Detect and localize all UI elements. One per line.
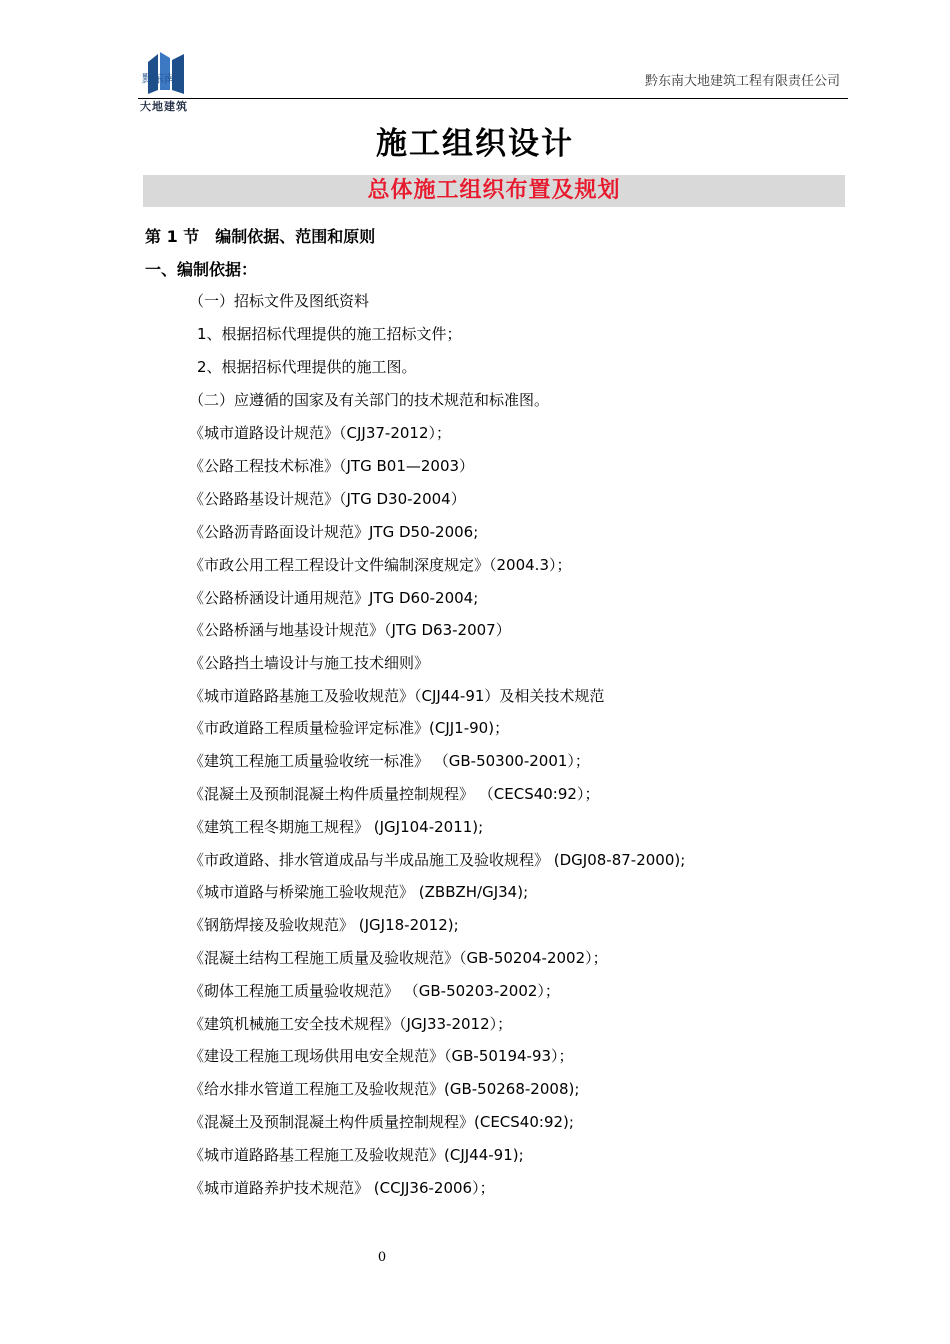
body-line: 《市政公用工程工程设计文件编制深度规定》（2004.3）； xyxy=(189,556,572,574)
body-line: 《公路挡土墙设计与施工技术细则》 xyxy=(189,654,430,672)
body-line: 《公路桥涵设计通用规范》JTG D60-2004; xyxy=(189,589,479,607)
company-logo xyxy=(138,48,200,114)
body-line: 《城市道路路基工程施工及验收规范》(CJJ44-91); xyxy=(189,1146,524,1164)
body-line: 《混凝土结构工程施工质量及验收规范》（GB-50204-2002）； xyxy=(189,949,608,967)
logo-text-top: 黔东南 xyxy=(142,72,175,85)
banner-text: 总体施工组织布置及规划 xyxy=(367,178,621,203)
body-line: 《公路工程技术标准》（JTG B01—2003） xyxy=(189,457,475,475)
company-name: 黔东南大地建筑工程有限责任公司 xyxy=(644,74,840,89)
body-line: 《公路路基设计规范》（JTG D30-2004） xyxy=(189,490,466,508)
body-line: 《砌体工程施工质量验收规范》 （GB-50203-2002）； xyxy=(189,982,560,1000)
body-line: 《公路沥青路面设计规范》JTG D50-2006; xyxy=(189,523,479,541)
logo-text-bottom: 大地建筑 xyxy=(140,100,188,113)
body-line: 《建筑工程冬期施工规程》 (JGJ104-2011); xyxy=(189,818,484,836)
body-line: （一）招标文件及图纸资料 xyxy=(189,292,370,310)
body-line: 《市政道路、排水管道成品与半成品施工及验收规程》 (DGJ08-87-2000); xyxy=(189,851,686,869)
page-header xyxy=(138,48,848,118)
header-divider xyxy=(138,98,848,99)
body-line: 《建筑工程施工质量验收统一标准》 （GB-50300-2001）； xyxy=(189,752,590,770)
section-heading: 第 1 节 编制依据、范围和原则 xyxy=(145,227,376,246)
body-line: 《市政道路工程质量检验评定标准》(CJJ1-90)； xyxy=(189,719,510,737)
body-line: 《城市道路路基施工及验收规范》（CJJ44-91）及相关技术规范 xyxy=(189,687,605,705)
body-line: 《混凝土及预制混凝土构件质量控制规程》(CECS40:92); xyxy=(189,1113,574,1131)
body-line: 《城市道路与桥梁施工验收规范》 (ZBBZH/GJ34); xyxy=(189,883,529,901)
body-line: 1、根据招标代理提供的施工招标文件； xyxy=(197,325,462,343)
body-line: 《公路桥涵与地基设计规范》（JTG D63-2007） xyxy=(189,621,511,639)
section-banner xyxy=(143,175,845,207)
body-line: （二）应遵循的国家及有关部门的技术规范和标准图。 xyxy=(189,391,550,409)
body-line: 《给水排水管道工程施工及验收规范》(GB-50268-2008); xyxy=(189,1080,580,1098)
body-line: 《建设工程施工现场供用电安全规范》（GB-50194-93）； xyxy=(189,1047,574,1065)
page-title: 施工组织设计 xyxy=(376,126,574,162)
body-line: 2、根据招标代理提供的施工图。 xyxy=(197,358,417,376)
subsection-heading: 一、编制依据： xyxy=(145,260,258,279)
body-line: 《城市道路设计规范》（CJJ37-2012）； xyxy=(189,424,451,442)
body-line: 《混凝土及预制混凝土构件质量控制规程》 （CECS40:92）； xyxy=(189,785,600,803)
body-line: 《建筑机械施工安全技术规程》（JGJ33-2012）； xyxy=(189,1015,513,1033)
body-line: 《城市道路养护技术规范》 (CCJJ36-2006）； xyxy=(189,1179,495,1197)
page-number: 0 xyxy=(377,1250,387,1265)
body-line: 《钢筋焊接及验收规范》 (JGJ18-2012); xyxy=(189,916,459,934)
